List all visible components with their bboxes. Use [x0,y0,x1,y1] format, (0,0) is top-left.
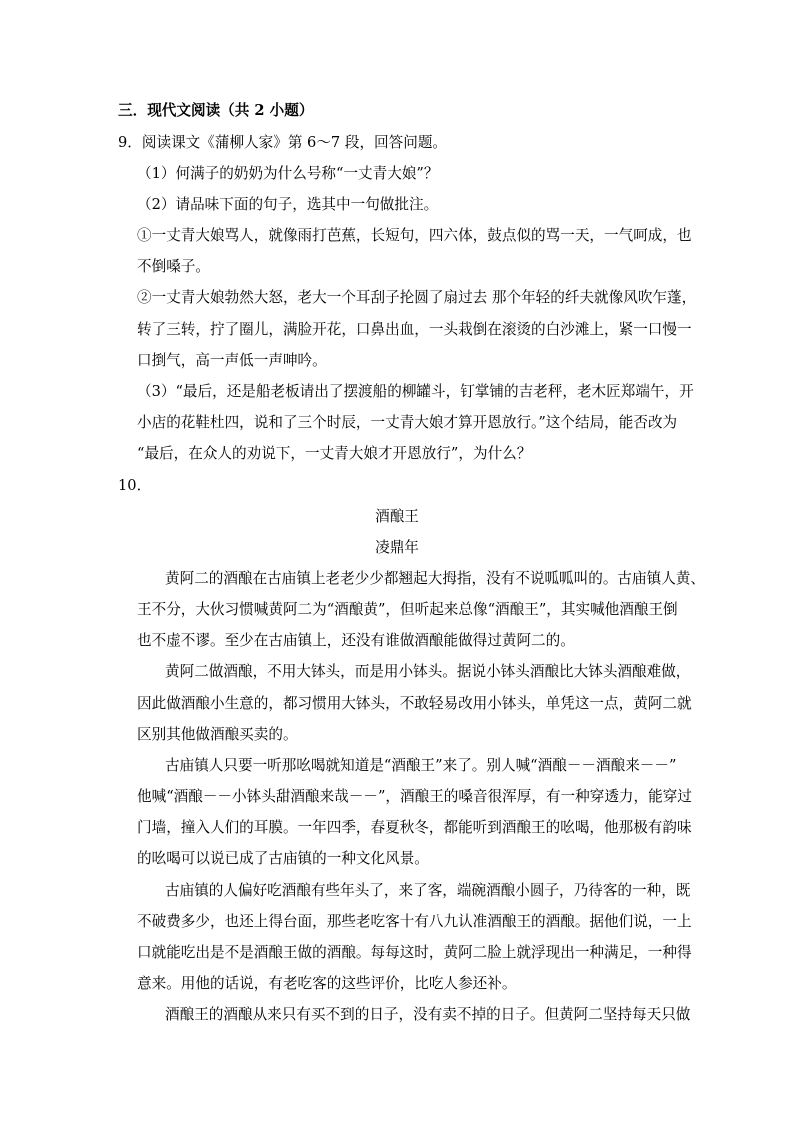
q9-sub-question-3-line-1: （3）“最后，还是船老板请出了摆渡船的柳罐斗，钉掌铺的吉老秤，老木匠郑端午，开 [137,383,694,400]
paragraph-2-line: 黄阿二做酒酿，不用大钵头，而是用小钵头。据说小钵头酒酿比大钵头酒酿难做， [165,663,691,680]
q9-sentence-2-line-2: 转了三转，拧了圈儿，满脸开花，口鼻出血，一头栽倒在滚烫的白沙滩上，紧一口慢一 [137,321,692,338]
q9-sentence-2-line-3: 口捯气，高一声低一声呻吟。 [137,352,327,369]
q9-sentence-1-line-1: ①一丈青大娘骂人，就像雨打芭蕉，长短句，四六体，鼓点似的骂一天，一气呵成，也 [137,227,692,244]
paragraph-3-line: 他喊“酒酿－－小钵头甜酒酿来哉－－”，酒酿王的嗓音很浑厚，有一种穿透力，能穿过 [137,788,692,805]
paragraph-1-line: 黄阿二的酒酿在古庙镇上老老少少都翘起大拇指，没有不说呱呱叫的。古庙镇人黄、 [165,570,705,587]
paragraph-1-line: 也不虚不谬。至少在古庙镇上，还没有谁做酒酿能做得过黄阿二的。 [137,632,575,649]
q9-sentence-1-line-2: 不倒嗓子。 [137,258,210,275]
paragraph-5-line: 酒酿王的酒酿从来只有买不到的日子，没有卖不掉的日子。但黄阿二坚持每天只做 [165,1006,691,1023]
paragraph-3-line: 古庙镇人只要一听那吆喝就知道是“酒酿王”来了。别人喊“酒酿－－酒酿来－－” [165,757,677,774]
q9-sub-question-3-line-3: “最后，在众人的劝说下，一丈青大娘才开恩放行”，为什么？ [137,445,532,462]
q9-sub-question-3-line-2: 小店的花鞋杜四，说和了三个时辰，一丈青大娘才算开恩放行。”这个结局，能否改为 [137,414,678,431]
paragraph-4-line: 意来。用他的话说，有老吃客的这些评价，比吃人参还补。 [137,975,517,992]
paragraph-3-line: 门墙，撞入人们的耳膜。一年四季，春夏秋冬，都能听到酒酿王的吆喝，他那极有韵味 [137,819,692,836]
paragraph-2-line: 区别其他做酒酿买卖的。 [137,726,298,743]
paragraph-4-line: 古庙镇的人偏好吃酒酿有些年头了，来了客，端碗酒酿小圆子，乃待客的一种，既 [165,882,691,899]
q9-sentence-2-line-1: ②一丈青大娘勃然大怒，老大一个耳刮子抡圆了扇过去 那个年轻的纤夫就像风吹乍蓬， [137,289,697,306]
q9-stem: 9．阅读课文《蒲柳人家》第 6～7 段，回答问题。 [118,134,448,151]
paragraph-4-line: 口就能吃出是不是酒酿王做的酒酿。每每这时，黄阿二脸上就浮现出一种满足，一种得 [137,944,692,961]
article-title: 酒酿王 [375,508,419,525]
paragraph-4-line: 不破费多少，也还上得台面，那些老吃客十有八九认准酒酿王的酒酿。据他们说，一上 [137,913,692,930]
article-author: 凌鼎年 [375,539,419,556]
q10-number: 10． [118,477,152,494]
section-heading: 三．现代文阅读（共 2 小题） [118,102,314,119]
paragraph-2-line: 因此做酒酿小生意的，都习惯用大钵头，不敢轻易改用小钵头，单凭这一点，黄阿二就 [137,695,692,712]
paragraph-1-line: 王不分，大伙习惯喊黄阿二为“酒酿黄”，但听起来总像“酒酿王”，其实喊他酒酿王倒 [137,601,678,618]
q9-sub-question-2: （2）请品味下面的句子，选其中一句做批注。 [137,196,439,213]
paragraph-3-line: 的吆喝可以说已成了古庙镇的一种文化风景。 [137,850,429,867]
q9-sub-question-1: （1）何满子的奶奶为什么号称“一丈青大娘”？ [137,165,439,182]
